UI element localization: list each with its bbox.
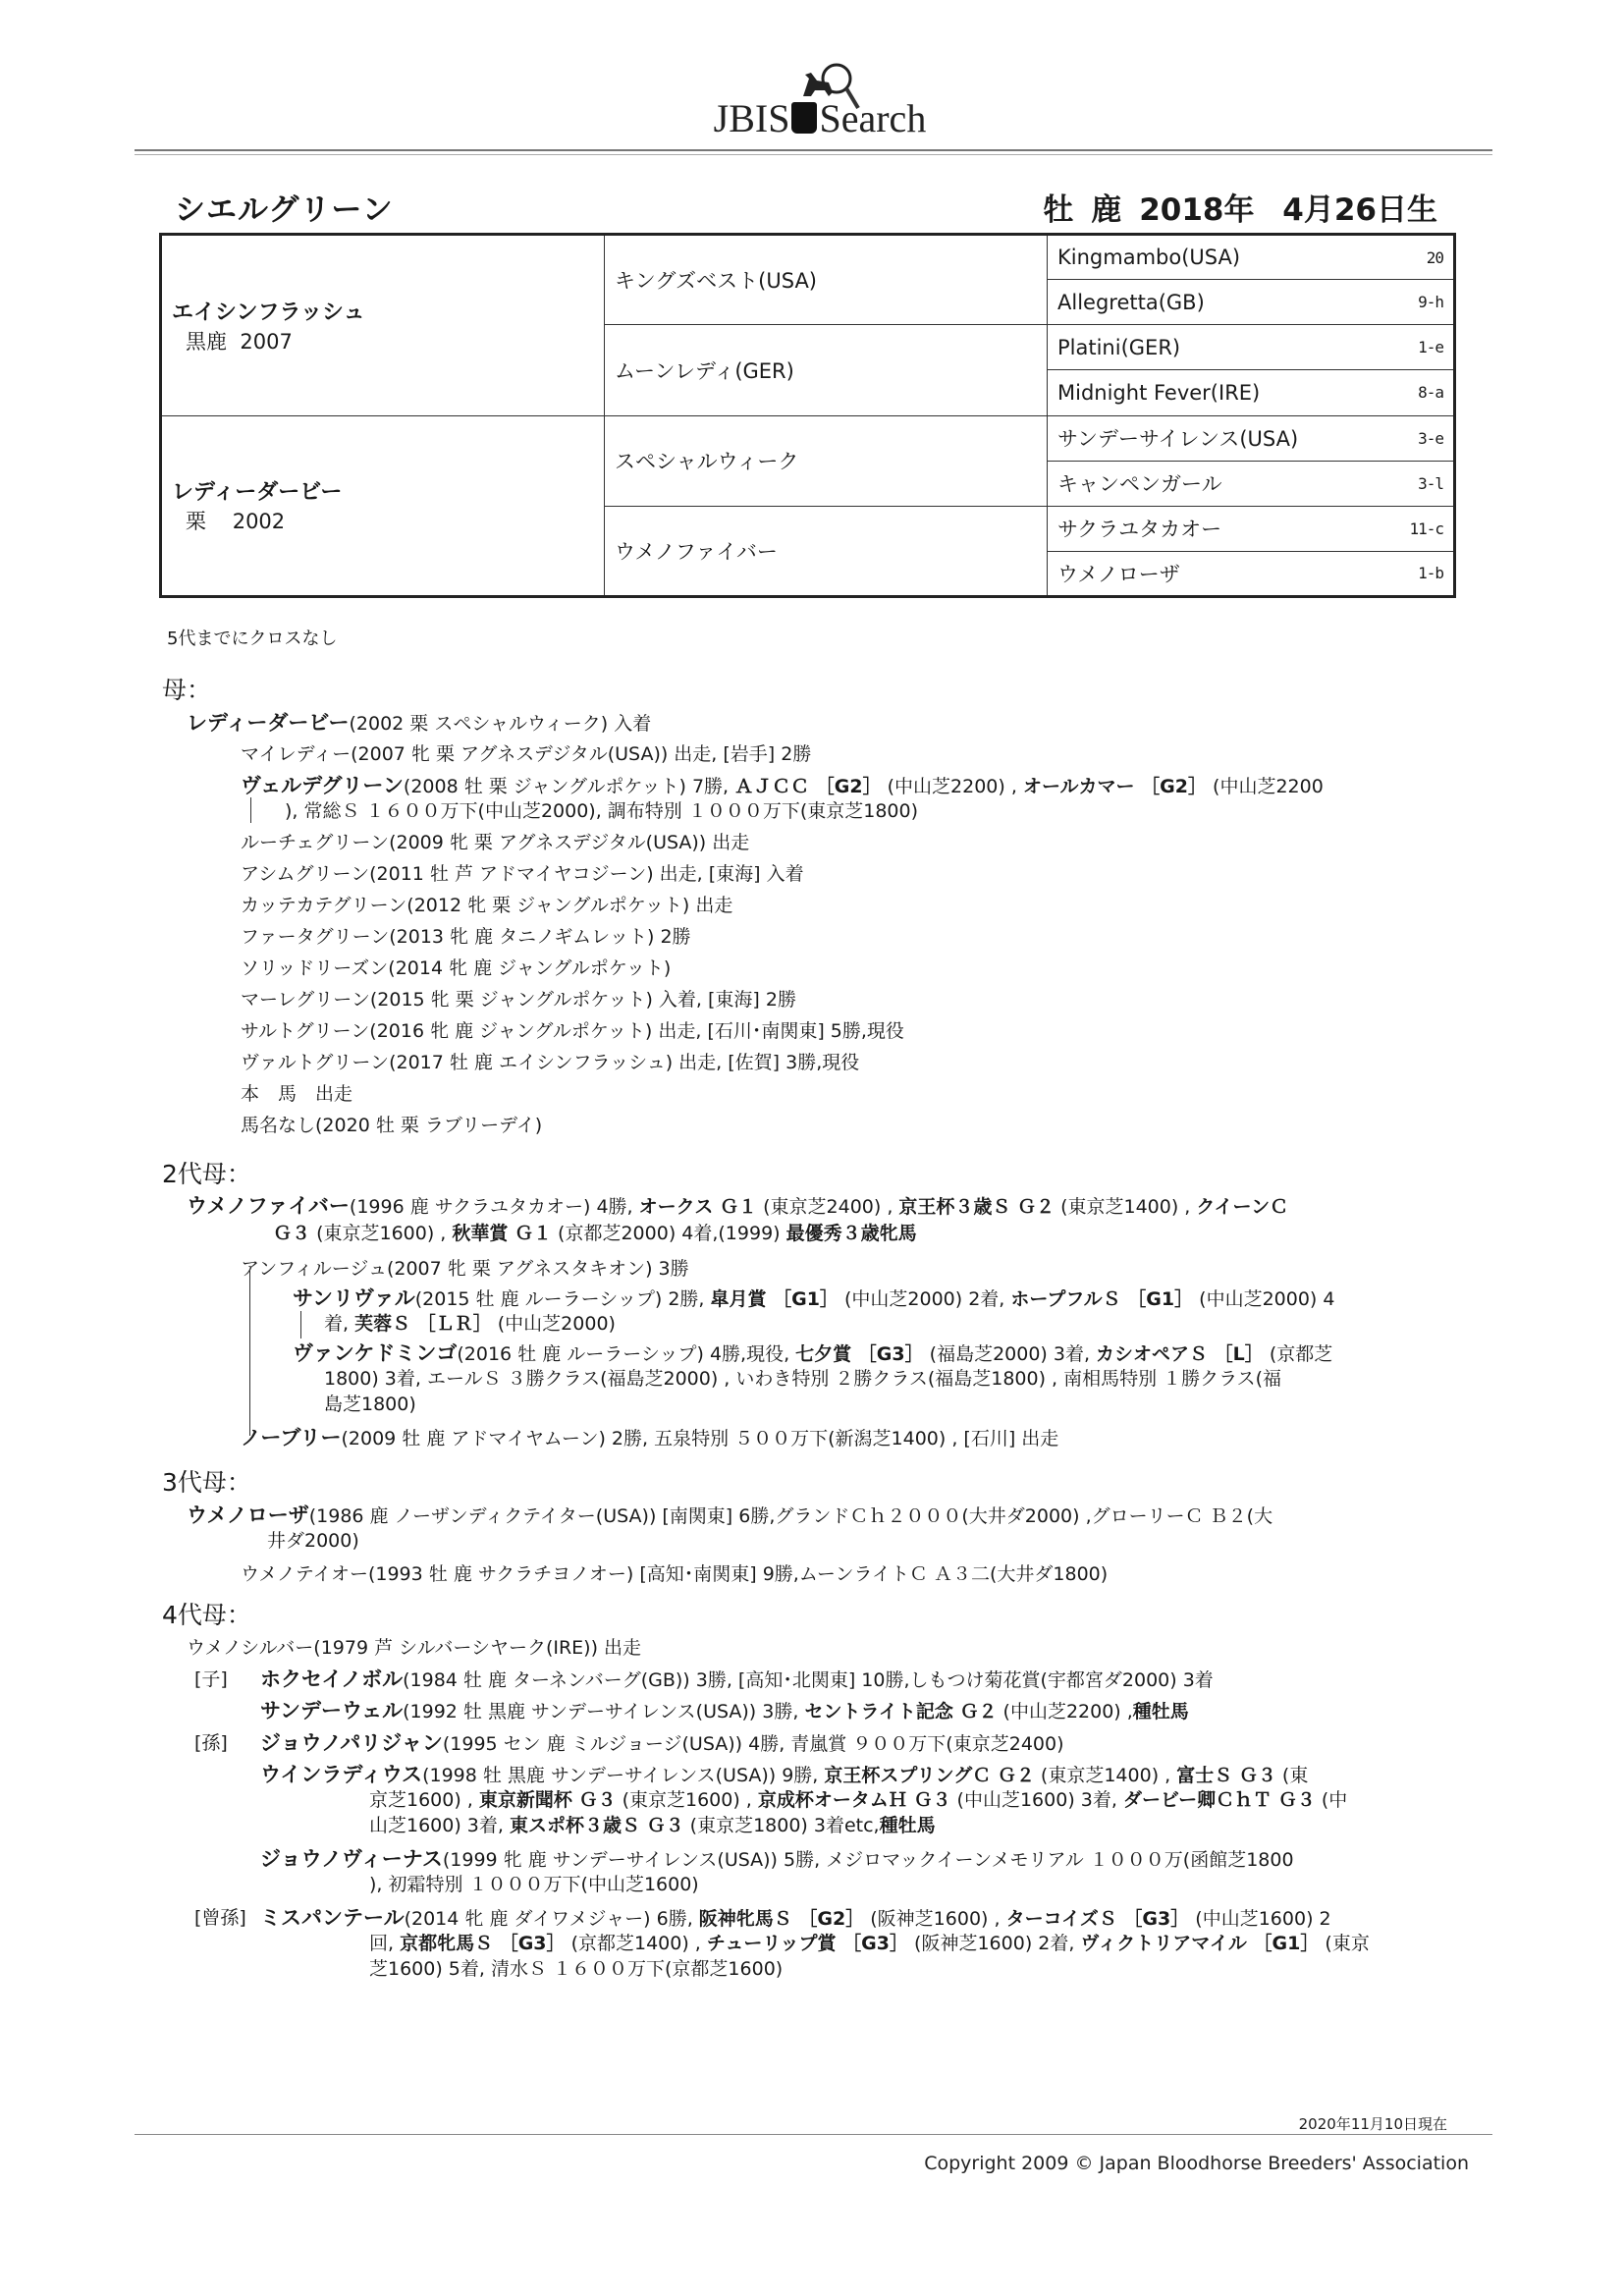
entry-name: ミスパンテール bbox=[260, 1906, 405, 1930]
entry-name: ファータグリーン bbox=[241, 926, 390, 948]
entry-detail: (2014 牝 鹿 ダイワメジャー) 6勝, bbox=[404, 1908, 699, 1930]
offspring-entry bbox=[241, 893, 732, 918]
race-name: クイーンＣ bbox=[1196, 1196, 1289, 1218]
ggp-code: 3-l bbox=[1418, 473, 1443, 493]
ggp-code: 8-a bbox=[1418, 383, 1443, 403]
ggp-code: 3-e bbox=[1418, 428, 1443, 448]
race-detail: (阪神芝1600) , bbox=[870, 1908, 1006, 1930]
race-name: オールカマー ［G2］ bbox=[1022, 776, 1207, 797]
race-name: 東スポ杯３歳Ｓ Ｇ３ bbox=[509, 1815, 684, 1836]
sire-name: エイシンフラッシュ bbox=[172, 300, 365, 325]
entry-continuation: 芝1600) 5着, 清水Ｓ １６００万下(京都芝1600) bbox=[369, 1958, 784, 1980]
pedigree-sire bbox=[161, 235, 605, 416]
entry-name: ノーブリー bbox=[241, 1426, 342, 1449]
entry-detail: (2014 牝 鹿 ジャングルポケット) bbox=[388, 957, 672, 979]
race-detail: (京都芝2000) 4着,(1999) bbox=[558, 1223, 786, 1244]
entry-name: マイレディー bbox=[241, 743, 352, 765]
entry-detail: (1993 牡 鹿 サクラチヨノオー) [高知･南関東] 9勝,ムーンライトＣ Ａ３二(大井ダ1800) bbox=[367, 1563, 1109, 1585]
entry-detail: (1986 鹿 ノーザンディクテイター(USA)) [南関東] 6勝,グランドＣｈ２０００(大井ダ2000) ,グローリーＣ Ｂ２(大 bbox=[308, 1505, 1273, 1527]
entry-name: ウメノファイバー bbox=[187, 1194, 350, 1218]
section-dam2: 2代母： bbox=[162, 1160, 251, 1188]
child-entry bbox=[241, 1561, 1108, 1587]
child-entry bbox=[241, 1256, 689, 1282]
entry-name: ウメノシルバー bbox=[187, 1637, 314, 1659]
entry-name: サンデーウェル bbox=[260, 1699, 404, 1722]
entry-detail: (2016 牝 鹿 ジャングルポケット) 出走, [石川･南関東] 5勝,現役 bbox=[369, 1020, 904, 1042]
child-entry bbox=[260, 1698, 1189, 1724]
great-grandchild-entry bbox=[260, 1905, 1331, 1932]
horse-name: シエルグリーン bbox=[175, 192, 394, 228]
entry-name: ヴァンケドミンゴ bbox=[293, 1341, 458, 1365]
grandchild-entry bbox=[293, 1285, 1334, 1312]
race-detail: 山芝1600) 3着, bbox=[369, 1815, 510, 1836]
section-dam4: 4代母： bbox=[162, 1601, 251, 1629]
ggp-name: Allegretta(GB) bbox=[1057, 290, 1205, 314]
pedigree-great-grandparent bbox=[1048, 235, 1455, 280]
race-detail: (中山芝2000) 4 bbox=[1199, 1288, 1335, 1310]
entry-continuation bbox=[273, 1221, 917, 1246]
pedigree-grandparent: スペシャルウィーク bbox=[605, 415, 1048, 506]
entry-name: ヴェルデグリーン bbox=[241, 774, 404, 797]
entry-name: サンリヴァル bbox=[293, 1286, 415, 1310]
race-detail: 京芝1600) , bbox=[369, 1789, 479, 1811]
dam-name: レディーダービー bbox=[172, 480, 343, 506]
entry-detail: (2013 牝 鹿 タニノギムレット) 2勝 bbox=[389, 926, 691, 948]
entry-detail: (2017 牡 鹿 エイシンフラッシュ) 出走, [佐賀] 3勝,現役 bbox=[389, 1052, 860, 1073]
entry-continuation: ), 常総Ｓ １６００万下(中山芝2000), 調布特別 １０００万下(東京芝1800) bbox=[285, 800, 919, 822]
entry-detail: (2011 牡 芦 アドマイヤコジーン) 出走, [東海] 入着 bbox=[369, 863, 804, 885]
ggp-name: キャンペンガール bbox=[1057, 472, 1222, 497]
jbis-search-logo bbox=[702, 57, 938, 147]
entry-detail: (2008 牡 栗 ジャングルポケット) 7勝, bbox=[403, 776, 735, 797]
entry-name: ジョウノヴィーナス bbox=[260, 1847, 443, 1871]
offspring-entry bbox=[241, 1113, 542, 1138]
offspring-entry bbox=[241, 924, 691, 950]
entry-name: マーレグリーン bbox=[241, 989, 370, 1011]
offspring-entry bbox=[241, 987, 796, 1012]
dam4-entry bbox=[187, 1635, 641, 1661]
ggp-name: ウメノローザ bbox=[1057, 562, 1180, 586]
entry-continuation: 井ダ2000) bbox=[267, 1530, 359, 1552]
entry-name: サルトグリーン bbox=[241, 1020, 370, 1042]
ggp-name: Midnight Fever(IRE) bbox=[1057, 380, 1261, 405]
offspring-entry-self bbox=[241, 1081, 352, 1107]
header-rule bbox=[135, 149, 1492, 151]
dam2-entry bbox=[187, 1193, 1288, 1220]
race-detail: (東京芝1600) , bbox=[316, 1223, 453, 1244]
dam-color: 栗 bbox=[186, 510, 206, 534]
pedigree-great-grandparent bbox=[1048, 551, 1455, 596]
entry-detail: (2007 牝 栗 アグネスタキオン) 3勝 bbox=[386, 1258, 689, 1280]
race-name: チューリップ賞 ［G3］ bbox=[706, 1933, 908, 1954]
horse-sex: 牡 bbox=[1043, 192, 1074, 228]
grandchild-entry bbox=[260, 1846, 1294, 1873]
grandchild-entry bbox=[293, 1340, 1332, 1367]
race-detail: (中山芝2000) 2着, bbox=[843, 1288, 1011, 1310]
pedigree-great-grandparent bbox=[1048, 370, 1455, 415]
as-of-date: 2020年11月10日現在 bbox=[1298, 2115, 1447, 2133]
dam-color-year bbox=[172, 506, 594, 535]
entry-continuation bbox=[369, 1813, 936, 1838]
pedigree-dam bbox=[161, 415, 605, 597]
sire-color-year bbox=[172, 326, 594, 355]
offspring-entry bbox=[241, 956, 671, 981]
entry-name: レディーダービー bbox=[187, 711, 350, 735]
race-detail: (東京芝1800) 3着etc, bbox=[689, 1815, 880, 1836]
ggp-code: 1-e bbox=[1418, 338, 1443, 357]
offspring-entry bbox=[241, 741, 811, 767]
race-detail: 回, bbox=[369, 1933, 401, 1954]
horse-info bbox=[1025, 185, 1437, 229]
dam-entry bbox=[187, 710, 651, 737]
offspring-entry bbox=[241, 1050, 859, 1075]
race-name: 七夕賞 ［G3］ bbox=[795, 1343, 924, 1365]
entry-detail: (2015 牝 栗 ジャングルポケット) 入着, [東海] 2勝 bbox=[369, 989, 796, 1011]
grandchild-entry bbox=[260, 1762, 1308, 1788]
ggp-name: Platini(GER) bbox=[1057, 335, 1181, 359]
race-name: 富士Ｓ Ｇ３ bbox=[1176, 1765, 1276, 1786]
horse-birth-date: 2018年 4月26日生 bbox=[1139, 192, 1437, 228]
entry-continuation bbox=[369, 1787, 1347, 1813]
ggp-code: 1-b bbox=[1418, 564, 1443, 583]
race-detail: (京都芝1400) , bbox=[570, 1933, 707, 1954]
race-name: Ｇ３ bbox=[273, 1223, 311, 1244]
race-detail: (東京芝2400) , bbox=[763, 1196, 899, 1218]
entry-detail: (1998 牡 黒鹿 サンデーサイレンス(USA)) 9勝, bbox=[422, 1765, 825, 1786]
entry-name: ウインラディウス bbox=[260, 1763, 423, 1786]
race-detail: (福島芝2000) 3着, bbox=[929, 1343, 1097, 1365]
race-name: 京成杯オータムＨ Ｇ３ bbox=[757, 1789, 951, 1811]
race-name: 京王杯スプリングＣ Ｇ２ bbox=[824, 1765, 1035, 1786]
race-detail: (東 bbox=[1281, 1765, 1309, 1786]
cross-note: 5代までにクロスなし bbox=[167, 629, 338, 649]
race-detail: (中山芝2200) , bbox=[1002, 1701, 1133, 1722]
race-detail: (中山芝2200 bbox=[1213, 776, 1324, 797]
entry-detail: (1996 鹿 サクラユタカオー) 4勝, bbox=[349, 1196, 639, 1218]
race-detail: (中山芝2200) , bbox=[887, 776, 1023, 797]
entry-continuation: 1800) 3着, エールＳ ３勝クラス(福島芝2000) , いわき特別 ２勝クラス(福島芝1800) , 南相馬特別 １勝クラス(福 bbox=[324, 1368, 1282, 1390]
race-detail: (中山芝1600) 2 bbox=[1195, 1908, 1331, 1930]
race-detail: (東京芝1600) , bbox=[622, 1789, 758, 1811]
sire-year: 2007 bbox=[240, 329, 293, 354]
ggp-code: 9-h bbox=[1418, 293, 1443, 312]
race-name: ホープフルＳ ［G1］ bbox=[1010, 1288, 1194, 1310]
race-name: 皐月賞 ［G1］ bbox=[710, 1288, 839, 1310]
entry-detail: (1992 牡 黒鹿 サンデーサイレンス(USA)) 3勝, bbox=[403, 1701, 805, 1722]
race-detail: (京都芝 bbox=[1269, 1343, 1333, 1365]
pedigree-grandparent: ムーンレディ(GER) bbox=[605, 325, 1048, 415]
race-name: 東京新聞杯 Ｇ３ bbox=[478, 1789, 617, 1811]
ggp-code: 20 bbox=[1426, 247, 1443, 267]
section-dam3: 3代母： bbox=[162, 1468, 251, 1497]
tree-connector bbox=[300, 1311, 301, 1339]
entry-continuation: 島芝1800) bbox=[324, 1394, 416, 1415]
footer-rule bbox=[135, 2134, 1492, 2135]
tree-connector bbox=[249, 1269, 250, 1436]
tree-connector bbox=[250, 797, 251, 823]
entry-name: ルーチェグリーン bbox=[241, 832, 390, 853]
race-detail: (東京芝1400) , bbox=[1060, 1196, 1197, 1218]
entry-continuation: ), 初霜特別 １０００万下(中山芝1600) bbox=[369, 1874, 699, 1895]
child-entry bbox=[241, 1425, 1058, 1451]
entry-detail: (2007 牝 栗 アグネスデジタル(USA)) 出走, [岩手] 2勝 bbox=[351, 743, 812, 765]
race-detail: (中 bbox=[1321, 1789, 1348, 1811]
entry-detail: (1995 セン 鹿 ミルジョージ(USA)) 4勝, 青嵐賞 ９００万下(東京芝2400) bbox=[442, 1733, 1064, 1755]
offspring-entry bbox=[241, 1018, 904, 1044]
dam3-entry bbox=[187, 1503, 1272, 1529]
ggp-name: サクラユタカオー bbox=[1057, 518, 1222, 542]
pedigree-great-grandparent bbox=[1048, 415, 1455, 461]
entry-name: ウメノローザ bbox=[187, 1503, 309, 1527]
entry-name: 本 馬 bbox=[241, 1083, 298, 1105]
race-detail: (阪神芝1600) 2着, bbox=[914, 1933, 1081, 1954]
race-name: 京都牝馬Ｓ ［G3］ bbox=[400, 1933, 566, 1954]
entry-name: アシムグリーン bbox=[241, 863, 370, 885]
pedigree-great-grandparent bbox=[1048, 325, 1455, 370]
race-detail: (中山芝1600) 3着, bbox=[956, 1789, 1123, 1811]
pedigree-great-grandparent bbox=[1048, 280, 1455, 325]
race-detail: (東京芝1400) , bbox=[1040, 1765, 1177, 1786]
race-name: カシオペアＳ ［L］ bbox=[1096, 1343, 1264, 1365]
award: 最優秀３歳牝馬 bbox=[785, 1223, 917, 1244]
entry-detail: (2012 牝 栗 ジャングルポケット) 出走 bbox=[406, 895, 733, 916]
race-name: セントライト記念 Ｇ２ bbox=[804, 1701, 998, 1722]
entry-name: カッテカテグリーン bbox=[241, 895, 407, 916]
race-detail: (中山芝2000) bbox=[497, 1313, 616, 1335]
entry-name: 馬名なし bbox=[241, 1115, 316, 1136]
race-name: ダービー卿ＣｈＴ Ｇ３ bbox=[1122, 1789, 1316, 1811]
pedigree-grandparent: ウメノファイバー bbox=[605, 506, 1048, 596]
entry-name: ヴァルトグリーン bbox=[241, 1052, 390, 1073]
sire-color: 黒鹿 bbox=[186, 329, 227, 354]
status: 種牡馬 bbox=[879, 1815, 936, 1836]
entry-name: アンフィルージュ bbox=[241, 1258, 387, 1280]
race-name: 京王杯３歳Ｓ Ｇ２ bbox=[898, 1196, 1056, 1218]
header-rule-secondary bbox=[135, 154, 1492, 155]
race-name: オークス Ｇ１ bbox=[638, 1196, 758, 1218]
entry-name: ホクセイノボル bbox=[260, 1667, 404, 1691]
section-dam: 母： bbox=[162, 676, 212, 704]
entry-detail: (2016 牡 鹿 ルーラーシップ) 4勝,現役, bbox=[457, 1343, 796, 1365]
race-name: 阪神牝馬Ｓ ［G2］ bbox=[698, 1908, 865, 1930]
status: 種牡馬 bbox=[1132, 1701, 1189, 1722]
entry-continuation bbox=[324, 1311, 616, 1337]
horse-color: 鹿 bbox=[1091, 192, 1122, 228]
offspring-entry bbox=[241, 861, 804, 887]
race-name: ヴィクトリアマイル ［G1］ bbox=[1080, 1933, 1320, 1954]
copyright-text: Copyright 2009 © Japan Bloodhorse Breeders' Association bbox=[924, 2153, 1469, 2174]
entry-detail: (1979 芦 シルバーシヤーク(IRE)) 出走 bbox=[313, 1637, 642, 1659]
logo-text-search: Search bbox=[819, 96, 927, 140]
entry-name: ソリッドリーズン bbox=[241, 957, 389, 979]
pedigree-great-grandparent bbox=[1048, 461, 1455, 506]
dam-year: 2002 bbox=[232, 510, 286, 534]
entry-continuation bbox=[369, 1931, 1370, 1956]
ggp-code: 11-c bbox=[1409, 519, 1443, 538]
grandchild-entry bbox=[260, 1730, 1064, 1757]
entry-name: ウメノテイオー bbox=[241, 1563, 368, 1585]
label-child: [子] bbox=[194, 1668, 228, 1690]
logo-text-jbis: JBIS bbox=[713, 96, 790, 140]
label-great-grandchild: [曾孫] bbox=[194, 1907, 246, 1929]
entry-detail: (2009 牡 鹿 アドマイヤムーン) 2勝, 五泉特別 ５００万下(新潟芝1400) , [石川] 出走 bbox=[341, 1428, 1059, 1449]
entry-name: ジョウノパリジャン bbox=[260, 1731, 443, 1755]
race-name: 秋華賞 Ｇ１ bbox=[452, 1223, 552, 1244]
entry-detail: (2020 牡 栗 ラブリーデイ) bbox=[315, 1115, 543, 1136]
ggp-name: Kingmambo(USA) bbox=[1057, 246, 1241, 270]
offspring-entry bbox=[241, 830, 749, 855]
entry-detail: 出走 bbox=[297, 1083, 353, 1105]
entry-detail: (2015 牡 鹿 ルーラーシップ) 2勝, bbox=[414, 1288, 711, 1310]
race-detail: (東京 bbox=[1325, 1933, 1370, 1954]
pedigree-great-grandparent bbox=[1048, 506, 1455, 551]
pedigree-table bbox=[159, 233, 1456, 598]
race-detail: 着, bbox=[324, 1313, 355, 1335]
race-name: ＡＪＣＣ ［G2］ bbox=[734, 776, 882, 797]
logo-can-icon bbox=[791, 102, 817, 134]
pedigree-grandparent: キングズベスト(USA) bbox=[605, 235, 1048, 325]
ggp-name: サンデーサイレンス(USA) bbox=[1057, 427, 1299, 452]
child-entry bbox=[260, 1667, 1214, 1693]
entry-detail: (2009 牝 栗 アグネスデジタル(USA)) 出走 bbox=[389, 832, 750, 853]
entry-detail: (1984 牡 鹿 ターネンバーグ(GB)) 3勝, [高知･北関東] 10勝,しもつけ菊花賞(宇都宮ダ2000) 3着 bbox=[403, 1669, 1214, 1691]
race-name: ターコイズＳ ［G3］ bbox=[1005, 1908, 1190, 1930]
entry-detail: (1999 牝 鹿 サンデーサイレンス(USA)) 5勝, メジロマックイーンメモリアル １０００万(函館芝1800 bbox=[442, 1849, 1294, 1871]
race-name: 芙蓉Ｓ ［ＬＲ］ bbox=[354, 1313, 492, 1335]
offspring-entry bbox=[241, 773, 1324, 799]
label-grandchild: [孫] bbox=[194, 1732, 228, 1754]
entry-detail: (2002 栗 スペシャルウィーク) 入着 bbox=[349, 713, 652, 735]
